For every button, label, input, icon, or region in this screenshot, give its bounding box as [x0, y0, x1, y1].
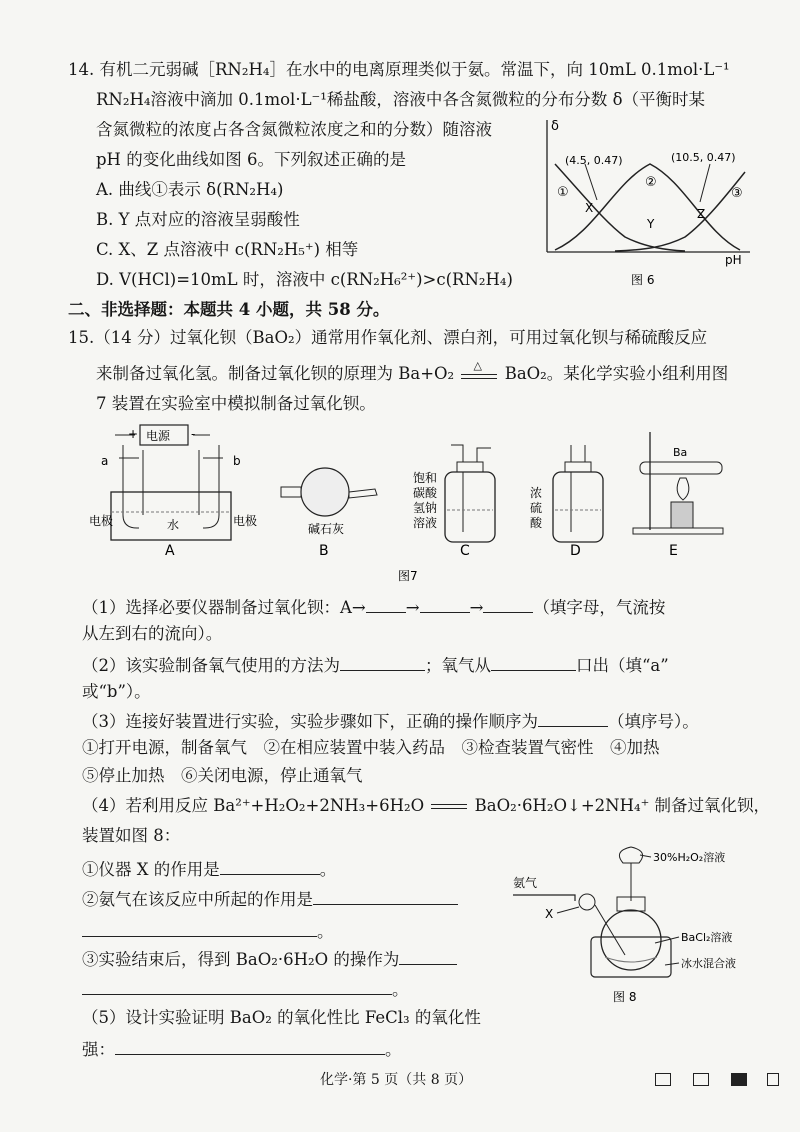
q15-part-1: （1）选择必要仪器制备过氧化钡：A→ → → （填字母，气流按	[82, 594, 665, 620]
svg-text:水: 水	[167, 518, 180, 532]
svg-text:电极: 电极	[89, 514, 114, 528]
apparatus-c-label: C	[460, 543, 470, 559]
answer-blank-4-2b[interactable]	[82, 918, 317, 937]
fig6-y-label: Y	[647, 217, 655, 231]
q15-line-2	[96, 358, 729, 386]
figure-6-distribution-plot	[535, 112, 760, 292]
q15-line-2-end: BaO₂。某化学实验小组利用图	[504, 364, 729, 383]
answer-blank-4-3a[interactable]	[399, 946, 457, 965]
heating-condition-arrow	[459, 358, 499, 384]
q15-part-4-sub-3-cont: 。	[82, 976, 409, 1002]
answer-blank-1c[interactable]	[483, 594, 533, 613]
svg-text:氢钠: 氢钠	[413, 501, 438, 515]
section-2-heading: 二、非选择题：本题共 4 小题，共 58 分。	[68, 300, 390, 319]
q15-part-3-steps-2: ⑤停止加热 ⑥关闭电源，停止通氧气	[82, 766, 363, 785]
fig8-ammonia-label: 氨气	[513, 876, 538, 890]
svg-text:碳酸: 碳酸	[413, 486, 438, 500]
fig8-ice-label: 冰水混合液	[681, 957, 736, 970]
apparatus-d-acid-bottle	[530, 445, 603, 559]
svg-text:酸: 酸	[530, 516, 543, 530]
fig6-caption: 图 6	[631, 273, 655, 287]
apparatus-d-label: D	[570, 543, 581, 559]
answer-blank-5[interactable]	[115, 1036, 385, 1055]
fig8-h2o2-label: 30%H₂O₂溶液	[653, 851, 726, 864]
fig6-ylabel: δ	[551, 119, 559, 134]
apparatus-c-wash-bottle	[413, 445, 495, 559]
svg-text:Ba: Ba	[673, 446, 688, 459]
q15-part-5: （5）设计实验证明 BaO₂ 的氧化性比 FeCl₃ 的氧化性	[82, 1008, 481, 1027]
answer-blank-2b[interactable]	[491, 652, 576, 671]
answer-blank-4-3b[interactable]	[82, 976, 392, 995]
answer-blank-4-1[interactable]	[220, 856, 320, 875]
fig8-x-label: X	[545, 907, 554, 921]
fig6-point-2-label: (10.5, 0.47)	[671, 151, 736, 164]
svg-text:-: -	[191, 427, 196, 441]
q15-line-3: 7 装置在实验室中模拟制备过氧化钡。	[96, 394, 376, 413]
q15-part-2-cont: 或“b”）。	[82, 682, 151, 701]
fig6-z-label: Z	[697, 207, 706, 221]
q15-part-1-cont: 从左到右的流向）。	[82, 624, 223, 643]
q15-part-4-sub-1: ①仪器 X 的作用是 。	[82, 856, 336, 882]
q15-part-5-cont: 强： 。	[82, 1036, 402, 1062]
q15-part-4: （4）若利用反应 Ba²⁺+H₂O₂+2NH₃+6H₂O BaO₂·6H₂O↓+2NH₄⁺ 制备过氧化钡，	[82, 796, 771, 815]
apparatus-e-label: E	[669, 543, 678, 559]
fig6-point-1-label: (4.5, 0.47)	[565, 154, 623, 167]
q14-line-4: pH 的变化曲线如图 6。下列叙述正确的是	[96, 150, 406, 169]
q15-line-1: 15.（14 分）过氧化钡（BaO₂）通常用作氧化剂、漂白剂，可用过氧化钡与稀硫酸反应	[68, 328, 708, 347]
apparatus-a-label: A	[165, 543, 175, 559]
fig6-curve-2-label: ②	[645, 175, 657, 190]
answer-blank-4-2a[interactable]	[313, 886, 458, 905]
fig6-curve-1-label: ①	[557, 185, 569, 200]
svg-text:电源: 电源	[146, 429, 171, 443]
q14-line-2: RN₂H₄溶液中滴加 0.1mol·L⁻¹稀盐酸，溶液中各含氮微粒的分布分数 δ（平衡时某	[96, 90, 706, 109]
apparatus-b-drying-tube	[281, 468, 377, 559]
answer-blank-1b[interactable]	[420, 594, 470, 613]
footer-marker-square	[693, 1073, 709, 1086]
answer-blank-2a[interactable]	[340, 652, 425, 671]
q15-part-2: （2）该实验制备氧气使用的方法为 ；氧气从 口出（填“a”	[82, 652, 669, 678]
fig6-xlabel: pH	[725, 253, 742, 267]
q15-part-4-cont: 装置如图 8：	[82, 826, 181, 845]
figure-8-apparatus	[505, 845, 755, 1010]
q14-option-d: D. V(HCl)=10mL 时，溶液中 c(RN₂H₆²⁺)>c(RN₂H₄)	[96, 270, 513, 289]
apparatus-b-label: B	[319, 543, 329, 559]
q15-part-3-steps-1: ①打开电源，制备氧气 ②在相应装置中装入药品 ③检查装置气密性 ④加热	[82, 738, 660, 757]
svg-text:a: a	[101, 454, 109, 468]
svg-text:饱和: 饱和	[413, 471, 438, 485]
svg-text:b: b	[233, 454, 241, 468]
q15-line-2-start: 来制备过氧化氢。制备过氧化钡的原理为 Ba+O₂	[96, 364, 455, 383]
fig6-x-label: X	[585, 201, 594, 215]
fig8-caption: 图 8	[613, 990, 637, 1004]
q14-option-a: A. 曲线①表示 δ(RN₂H₄)	[96, 180, 284, 199]
q14-option-c: C. X、Z 点溶液中 c(RN₂H₅⁺) 相等	[96, 240, 359, 259]
svg-text:溶液: 溶液	[413, 516, 438, 530]
q15-part-4-sub-3: ③实验结束后，得到 BaO₂·6H₂O 的操作为	[82, 946, 457, 972]
svg-text:+: +	[128, 427, 139, 441]
q15-part-4-sub-2-cont: 。	[82, 918, 334, 944]
svg-text:浓: 浓	[530, 486, 543, 500]
reaction-equals-sign	[429, 800, 469, 814]
footer-marker-square	[767, 1073, 779, 1086]
q15-part-3: （3）连接好装置进行实验，实验步骤如下，正确的操作顺序为 （填序号）。	[82, 708, 699, 734]
q14-option-b: B. Y 点对应的溶液呈弱酸性	[96, 210, 300, 229]
fig6-curve-3	[615, 172, 745, 251]
answer-blank-3[interactable]	[538, 708, 608, 727]
heating-condition: △	[473, 358, 482, 372]
fig7-caption: 图7	[398, 569, 418, 583]
q14-line-3: 含氮微粒的浓度占各含氮微粒浓度之和的分数）随溶液	[96, 120, 492, 139]
footer-marker-square	[655, 1073, 671, 1086]
answer-blank-1a[interactable]	[366, 594, 406, 613]
svg-text:硫: 硫	[530, 501, 543, 515]
fig8-bacl2-label: BaCl₂溶液	[681, 931, 733, 944]
figure-7-apparatus	[89, 420, 745, 585]
apparatus-a-electrolysis	[89, 425, 257, 559]
svg-text:电极: 电极	[233, 514, 258, 528]
fig6-curve-3-label: ③	[731, 186, 743, 201]
page-footer: 化学·第 5 页（共 8 页）	[320, 1072, 473, 1088]
q15-part-4-sub-2: ②氨气在该反应中所起的作用是	[82, 886, 458, 912]
footer-marker-square-filled	[731, 1073, 747, 1086]
q14-line-1: 14. 有机二元弱碱［RN₂H₄］在水中的电离原理类似于氨。常温下，向 10mL 0.1mol·L⁻¹	[68, 60, 730, 79]
apparatus-e-heating-tube	[633, 432, 723, 559]
svg-text:碱石灰: 碱石灰	[308, 522, 345, 536]
